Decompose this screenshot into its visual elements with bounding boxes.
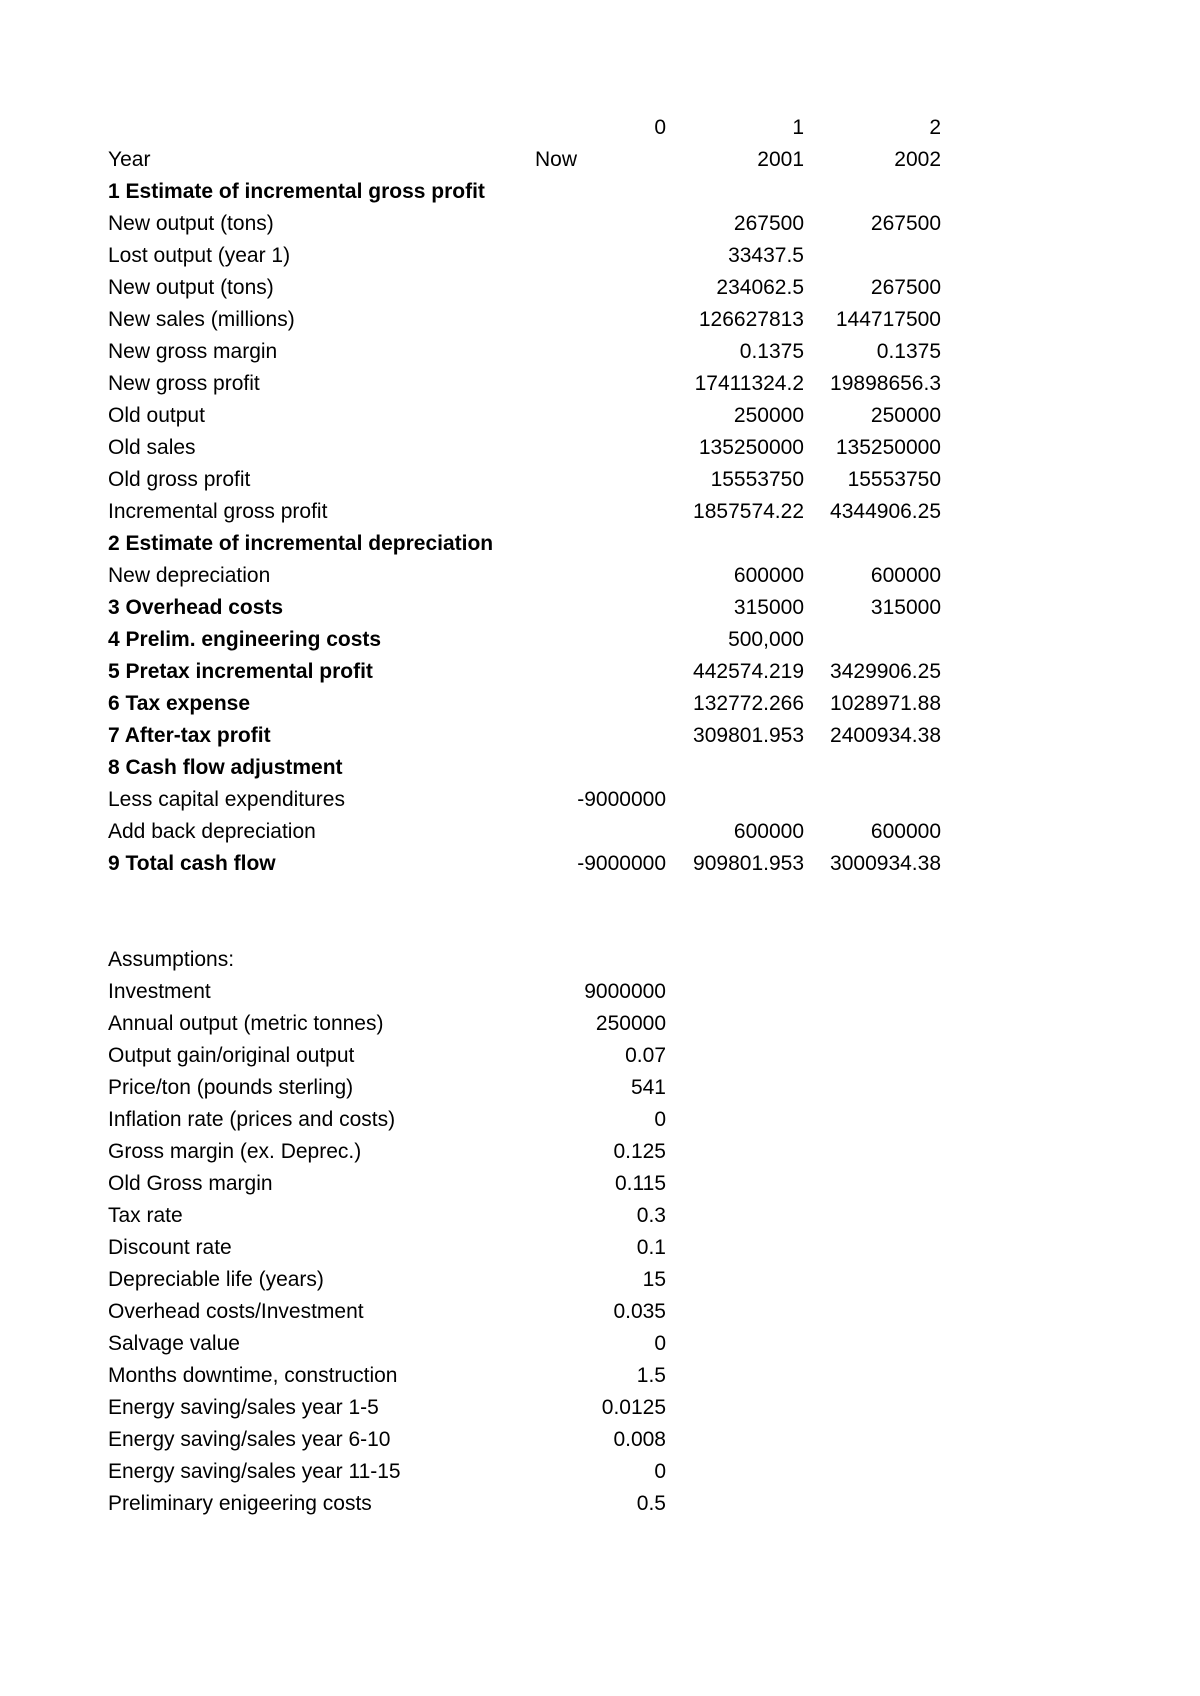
assumption-value: 0 <box>654 1460 666 1483</box>
header-col-1: 1 <box>792 116 804 139</box>
assumption-value: 541 <box>630 1076 666 1099</box>
row-year-1: 0.1375 <box>739 340 804 363</box>
row-label: 2 Estimate of incremental depreciation <box>108 532 494 555</box>
row-label: Add back depreciation <box>108 820 316 843</box>
assumption-label: Discount rate <box>108 1236 232 1259</box>
table-row <box>0 496 1200 528</box>
assumption-row <box>0 1072 1200 1104</box>
assumption-value: 0.1 <box>636 1236 666 1259</box>
table-row <box>0 688 1200 720</box>
assumption-row <box>0 1328 1200 1360</box>
table-row <box>0 464 1200 496</box>
table-row <box>0 656 1200 688</box>
assumptions-title-row <box>0 944 1200 976</box>
row-year-1: 17411324.2 <box>694 372 804 395</box>
assumption-row <box>0 1264 1200 1296</box>
row-label: New gross profit <box>108 372 260 395</box>
row-year-2: 0.1375 <box>876 340 941 363</box>
assumption-row <box>0 1136 1200 1168</box>
assumption-label: Gross margin (ex. Deprec.) <box>108 1140 362 1163</box>
assumption-label: Salvage value <box>108 1332 240 1355</box>
row-label: Less capital expenditures <box>108 788 345 811</box>
blank-row <box>0 880 1200 912</box>
table-row <box>0 816 1200 848</box>
assumption-label: Overhead costs/Investment <box>108 1300 364 1323</box>
assumption-row <box>0 1040 1200 1072</box>
table-row <box>0 240 1200 272</box>
row-label: New output (tons) <box>108 276 274 299</box>
assumption-row <box>0 1360 1200 1392</box>
assumption-row <box>0 1008 1200 1040</box>
row-year-2: 267500 <box>870 212 941 235</box>
row-year-1: 267500 <box>733 212 804 235</box>
assumption-label: Energy saving/sales year 1-5 <box>108 1396 379 1419</box>
row-year-1: 600000 <box>733 564 804 587</box>
header-col-0: 0 <box>654 116 666 139</box>
table-row <box>0 272 1200 304</box>
assumption-row <box>0 1392 1200 1424</box>
table-row <box>0 208 1200 240</box>
row-year-1: 1857574.22 <box>693 500 804 523</box>
row-year-2: 267500 <box>870 276 941 299</box>
row-year-2: 2002 <box>894 148 941 171</box>
row-label: Year <box>108 148 151 171</box>
assumptions-title: Assumptions: <box>108 948 235 971</box>
assumption-value: 250000 <box>595 1012 666 1035</box>
assumption-label: Investment <box>108 980 211 1003</box>
row-label: 8 Cash flow adjustment <box>108 756 343 779</box>
table-row <box>0 560 1200 592</box>
assumption-label: Depreciable life (years) <box>108 1268 324 1291</box>
row-year-1: 234062.5 <box>716 276 804 299</box>
row-label: New output (tons) <box>108 212 274 235</box>
assumption-label: Old Gross margin <box>108 1172 273 1195</box>
row-label: 6 Tax expense <box>108 692 251 715</box>
assumption-value: 0.0125 <box>601 1396 666 1419</box>
assumption-value: 0.125 <box>613 1140 666 1163</box>
row-year-1: 500,000 <box>728 628 804 651</box>
row-year-1: 600000 <box>733 820 804 843</box>
row-label: Old gross profit <box>108 468 251 491</box>
assumption-value: 0 <box>654 1108 666 1131</box>
table-row-year <box>0 144 1200 176</box>
row-year-2: 19898656.3 <box>830 372 941 395</box>
table-row <box>0 304 1200 336</box>
row-now: Now <box>535 148 578 171</box>
table-row <box>0 624 1200 656</box>
row-label: 3 Overhead costs <box>108 596 284 619</box>
row-label: 4 Prelim. engineering costs <box>108 628 382 651</box>
row-label: New sales (millions) <box>108 308 295 331</box>
row-label: Old sales <box>108 436 196 459</box>
row-year-2: 4344906.25 <box>830 500 941 523</box>
table-row <box>0 368 1200 400</box>
blank-row <box>0 912 1200 944</box>
assumption-label: Months downtime, construction <box>108 1364 398 1387</box>
table-row <box>0 400 1200 432</box>
row-year-1: 315000 <box>733 596 804 619</box>
row-year-1: 135250000 <box>698 436 804 459</box>
assumption-row <box>0 1296 1200 1328</box>
table-row <box>0 592 1200 624</box>
assumption-row <box>0 1456 1200 1488</box>
assumption-label: Energy saving/sales year 11-15 <box>108 1460 401 1483</box>
row-year-2: 3429906.25 <box>830 660 941 683</box>
row-year-1: 909801.953 <box>693 852 804 875</box>
row-label: New depreciation <box>108 564 271 587</box>
assumption-value: 0 <box>654 1332 666 1355</box>
assumption-value: 9000000 <box>584 980 666 1003</box>
spreadsheet <box>0 112 1200 1520</box>
section-heading <box>0 528 1200 560</box>
row-year-2: 600000 <box>870 564 941 587</box>
assumption-label: Annual output (metric tonnes) <box>108 1012 384 1035</box>
row-year-2: 315000 <box>870 596 941 619</box>
assumption-row <box>0 1424 1200 1456</box>
row-year-2: 144717500 <box>835 308 941 331</box>
row-year-2: 135250000 <box>835 436 941 459</box>
row-year-2: 2400934.38 <box>830 724 941 747</box>
assumption-label: Price/ton (pounds sterling) <box>108 1076 354 1099</box>
row-year-1: 2001 <box>757 148 804 171</box>
section-heading <box>0 176 1200 208</box>
table-row <box>0 784 1200 816</box>
header-row <box>0 112 1200 144</box>
row-label: 5 Pretax incremental profit <box>108 660 373 683</box>
assumption-row <box>0 1168 1200 1200</box>
row-year-1: 309801.953 <box>693 724 804 747</box>
row-year-2: 600000 <box>870 820 941 843</box>
assumption-row <box>0 976 1200 1008</box>
row-year-1: 442574.219 <box>693 660 804 683</box>
table-row <box>0 336 1200 368</box>
row-label: New gross margin <box>108 340 278 363</box>
assumption-value: 0.07 <box>625 1044 666 1067</box>
header-col-2: 2 <box>929 116 941 139</box>
row-label: 7 After-tax profit <box>108 724 271 747</box>
row-year-0: -9000000 <box>577 852 666 875</box>
row-year-1: 15553750 <box>710 468 804 491</box>
assumption-label: Output gain/original output <box>108 1044 355 1067</box>
assumption-row <box>0 1232 1200 1264</box>
assumption-label: Energy saving/sales year 6-10 <box>108 1428 391 1451</box>
row-year-2: 1028971.88 <box>830 692 941 715</box>
row-year-2: 15553750 <box>847 468 941 491</box>
section-heading <box>0 752 1200 784</box>
row-year-1: 126627813 <box>698 308 804 331</box>
assumption-label: Inflation rate (prices and costs) <box>108 1108 396 1131</box>
row-year-1: 250000 <box>733 404 804 427</box>
table-row <box>0 720 1200 752</box>
assumption-row <box>0 1488 1200 1520</box>
assumption-label: Tax rate <box>108 1204 183 1227</box>
row-year-1: 33437.5 <box>728 244 804 267</box>
assumption-value: 0.035 <box>613 1300 666 1323</box>
assumption-label: Preliminary enigeering costs <box>108 1492 372 1515</box>
assumption-value: 1.5 <box>636 1364 666 1387</box>
assumption-value: 0.5 <box>636 1492 666 1515</box>
assumption-value: 15 <box>642 1268 666 1291</box>
assumption-row <box>0 1104 1200 1136</box>
assumption-value: 0.008 <box>613 1428 666 1451</box>
row-year-2: 250000 <box>870 404 941 427</box>
row-label: Old output <box>108 404 205 427</box>
row-label: 1 Estimate of incremental gross profit <box>108 180 485 203</box>
table-row <box>0 432 1200 464</box>
row-label: 9 Total cash flow <box>108 852 276 875</box>
row-year-2: 3000934.38 <box>830 852 941 875</box>
assumption-value: 0.3 <box>636 1204 666 1227</box>
assumption-row <box>0 1200 1200 1232</box>
row-year-1: 132772.266 <box>693 692 804 715</box>
table-row-total <box>0 848 1200 880</box>
row-label: Lost output (year 1) <box>108 244 291 267</box>
row-label: Incremental gross profit <box>108 500 328 523</box>
row-year-0: -9000000 <box>577 788 666 811</box>
assumption-value: 0.115 <box>615 1172 666 1195</box>
